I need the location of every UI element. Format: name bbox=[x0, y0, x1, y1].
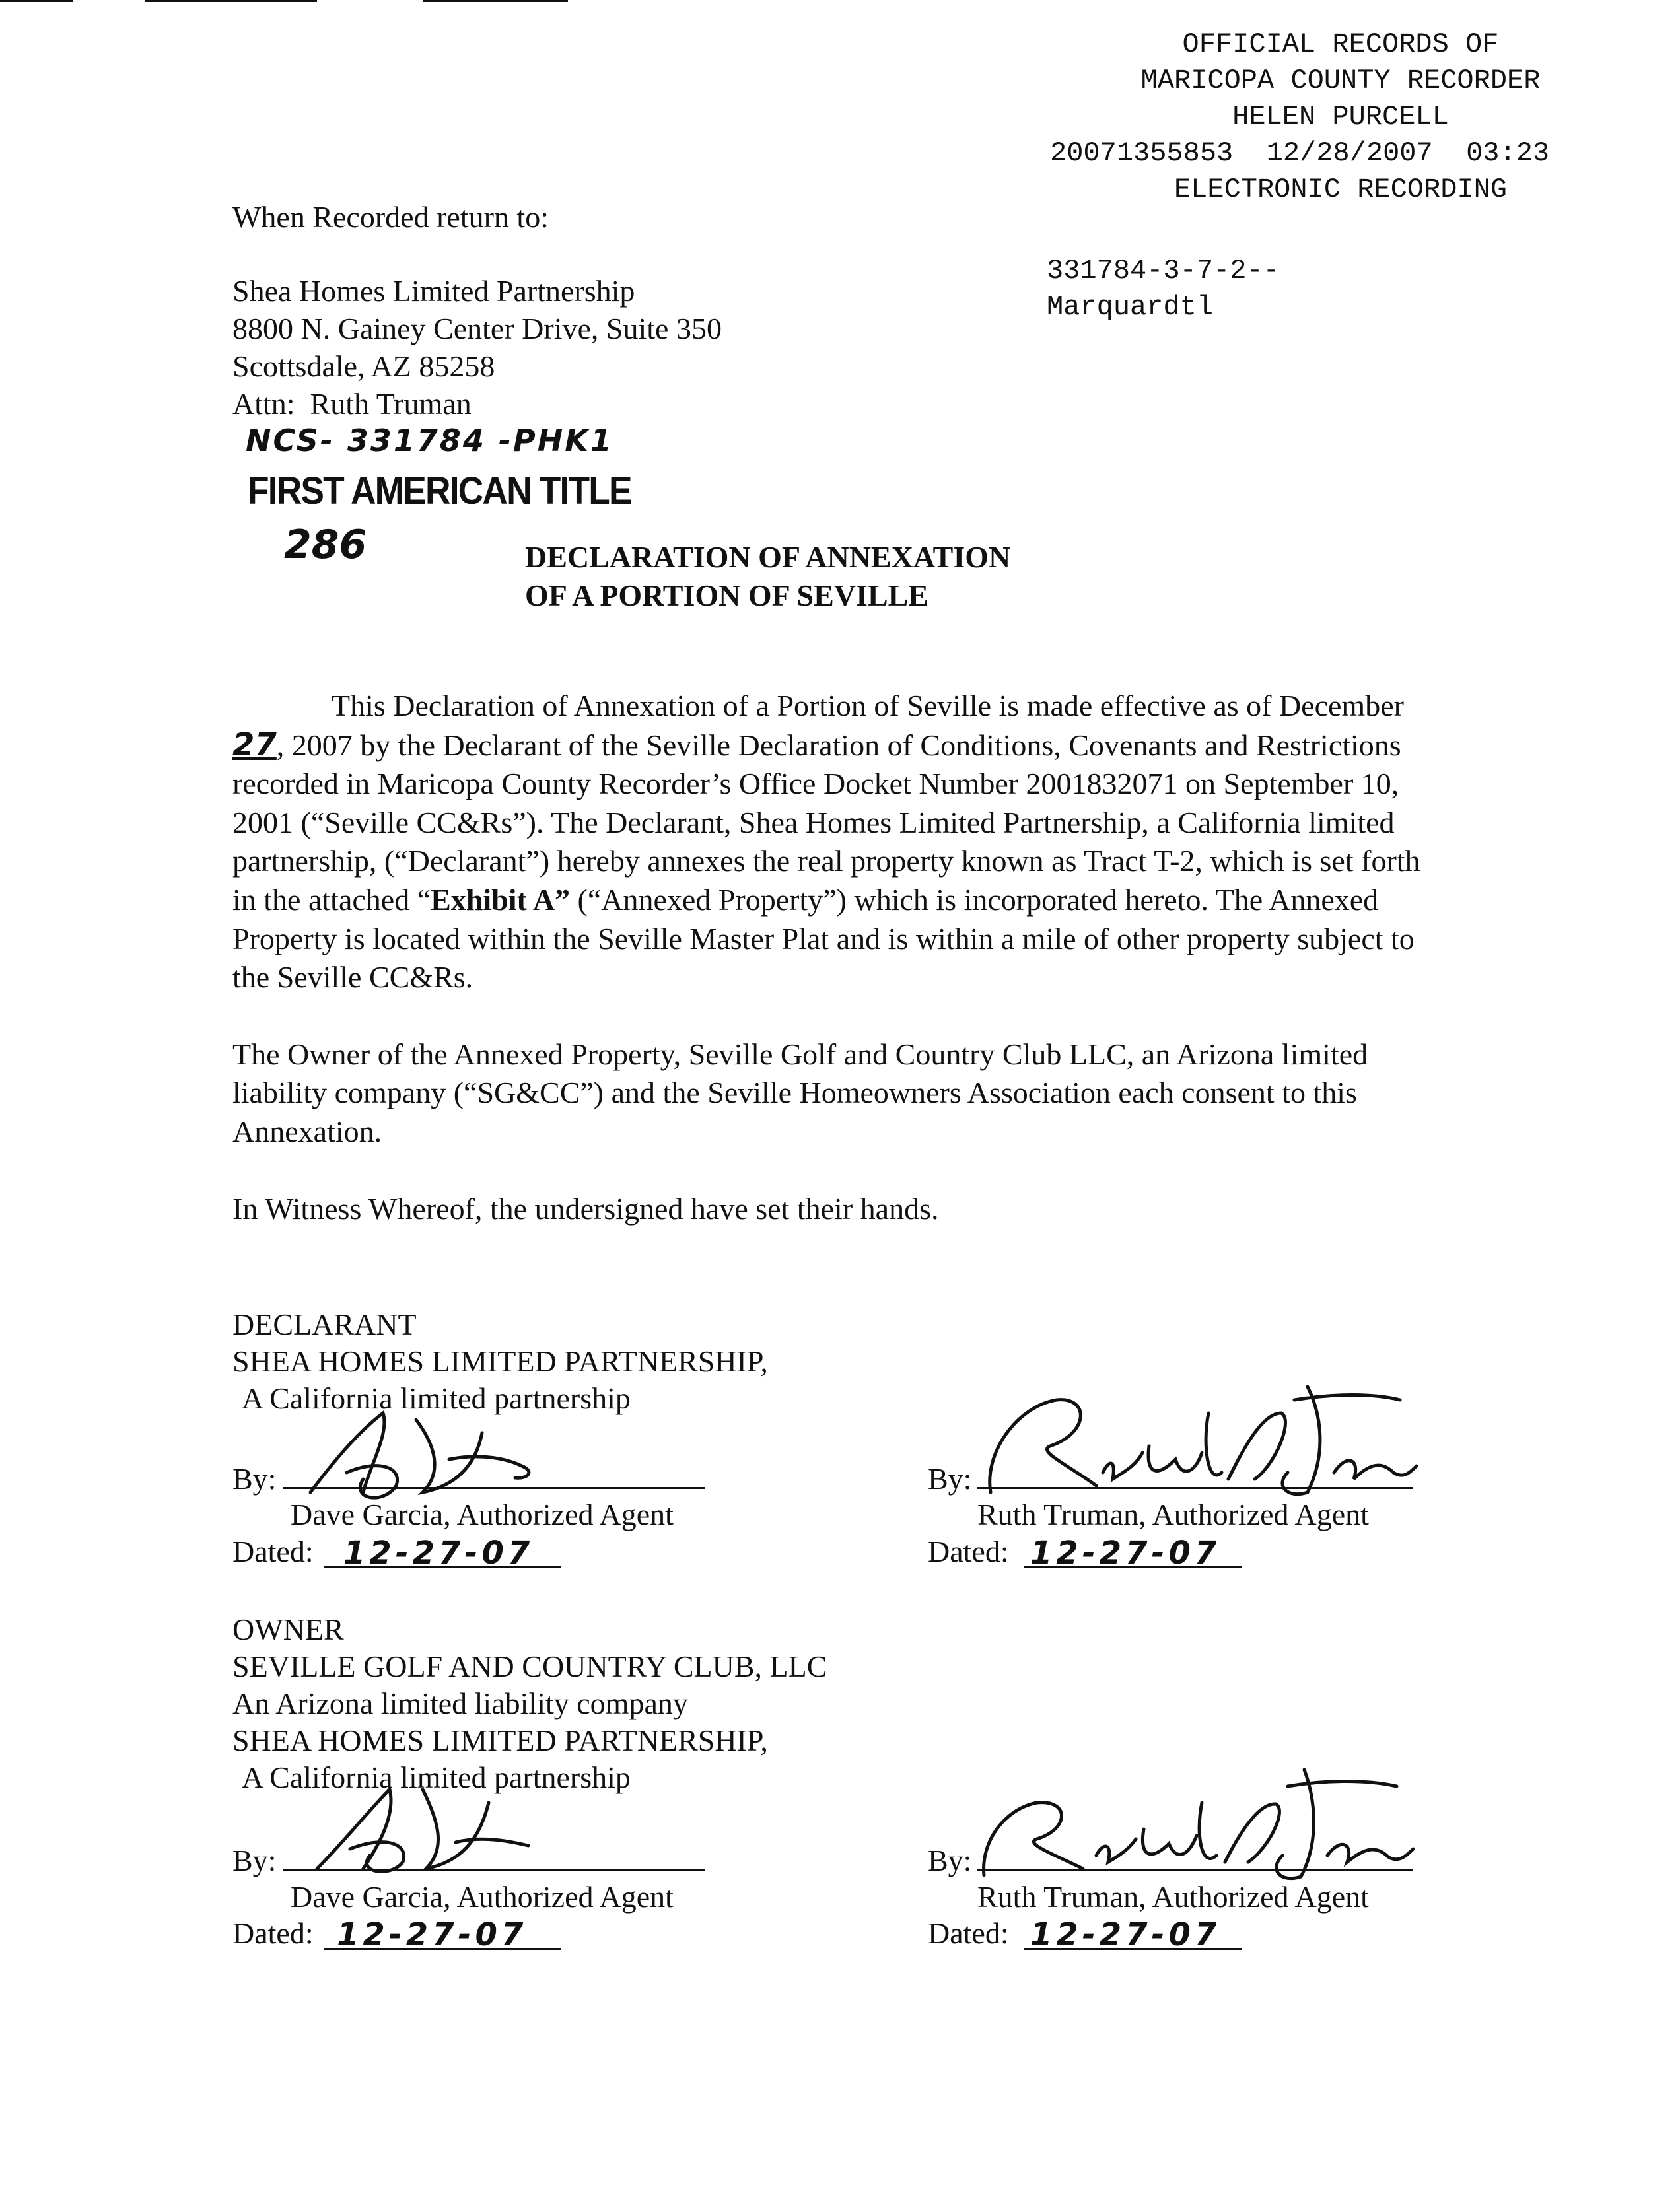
owner-role: OWNER bbox=[232, 1613, 344, 1646]
owner-entity: SEVILLE GOLF AND COUNTRY CLUB, LLC bbox=[232, 1649, 827, 1683]
owner-entity-2-type: A California limited partnership bbox=[242, 1760, 631, 1794]
para1-text-c: (“Annexed Property”) which is incorporated hereto. The Annexed Property is located within the Seville Master Plat and is within a mile of other property subject to the Seville CC&Rs. bbox=[232, 882, 1415, 994]
recorder-line-5: ELECTRONIC RECORDING bbox=[1173, 174, 1508, 205]
owner-right-by-label: By: bbox=[928, 1844, 972, 1877]
declarant-right-dated-label: Dated: bbox=[928, 1535, 1009, 1568]
exhibit-reference: Exhibit A” bbox=[431, 882, 571, 917]
ruth-truman-signature bbox=[977, 1373, 1426, 1506]
recorder-line-3: HELEN PURCELL bbox=[1232, 101, 1449, 133]
document-title-line-2: OF A PORTION OF SEVILLE bbox=[525, 578, 928, 612]
title-company-stamp: FIRST AMERICAN TITLE bbox=[248, 469, 631, 512]
order-info bbox=[1047, 253, 1280, 326]
declarant-dated-label: Dated: bbox=[232, 1535, 314, 1568]
operator-name: Marquardtl bbox=[1047, 291, 1214, 323]
scan-artifact bbox=[0, 0, 73, 2]
return-address-block bbox=[232, 272, 722, 423]
para1-text-b: , 2007 by the Declarant of the Seville Declaration of Conditions, Covenants and Restrictions recorded in Maricopa County Recorder’s Office Docket Number 2001832071 on September 10, 2001 (“Seville CC&Rs”). The Declarant, Shea Homes Limited Partnership, a California limited partnership, (“Declarant”) hereby annexes the real property known as Tract T-2, which is set forth in the attached “ bbox=[232, 728, 1420, 917]
handwritten-number: 286 bbox=[284, 522, 367, 568]
return-attn: Attn: Ruth Truman bbox=[232, 387, 472, 421]
return-name: Shea Homes Limited Partnership bbox=[232, 274, 635, 308]
recorder-line-1: OFFICIAL RECORDS OF bbox=[1182, 28, 1499, 60]
declarant-entity: SHEA HOMES LIMITED PARTNERSHIP, bbox=[232, 1344, 768, 1378]
owner-right-dated-label: Dated: bbox=[928, 1916, 1009, 1950]
declarant-entity-type: A California limited partnership bbox=[242, 1381, 631, 1415]
owner-date-value: 12-27-07 bbox=[337, 1916, 528, 1953]
owner-right-date-value: 12-27-07 bbox=[1030, 1916, 1221, 1953]
scan-artifact bbox=[145, 0, 317, 2]
order-number: 331784-3-7-2-- bbox=[1047, 255, 1280, 287]
owner-entity-type: An Arizona limited liability company bbox=[232, 1686, 688, 1720]
declarant-by-label: By: bbox=[232, 1462, 277, 1496]
declarant-right-signer-name: Ruth Truman, Authorized Agent bbox=[977, 1498, 1369, 1531]
para1-text-a: This Declaration of Annexation of a Portion of Seville is made effective as of December bbox=[332, 689, 1404, 722]
scan-artifact bbox=[423, 0, 568, 2]
return-heading: When Recorded return to: bbox=[232, 200, 549, 234]
recorder-line-2: MARICOPA COUNTY RECORDER bbox=[1140, 65, 1541, 96]
declarant-date-value: 12-27-07 bbox=[343, 1535, 534, 1572]
return-address-2: Scottsdale, AZ 85258 bbox=[232, 349, 495, 383]
owner-right-signer-name: Ruth Truman, Authorized Agent bbox=[977, 1880, 1369, 1914]
declarant-right-date-value: 12-27-07 bbox=[1030, 1535, 1221, 1572]
return-address-1: 8800 N. Gainey Center Drive, Suite 350 bbox=[232, 312, 722, 345]
document-title bbox=[525, 538, 1010, 615]
dave-garcia-signature-2 bbox=[291, 1770, 555, 1889]
paragraph-2: The Owner of the Annexed Property, Seville Golf and Country Club LLC, an Arizona limited liability company (“SG&CC”) and the Seville Homeowners Association each consent to this Annexation. bbox=[232, 1037, 1368, 1148]
document-body bbox=[232, 687, 1421, 1228]
handwritten-day: 27 bbox=[232, 726, 277, 763]
owner-dated-label: Dated: bbox=[232, 1916, 314, 1950]
declarant-right-by-label: By: bbox=[928, 1462, 972, 1496]
paragraph-3: In Witness Whereof, the undersigned have set their hands. bbox=[232, 1191, 939, 1226]
recorder-stamp bbox=[1043, 26, 1638, 208]
ruth-truman-signature-2 bbox=[971, 1756, 1420, 1889]
owner-signer-name: Dave Garcia, Authorized Agent bbox=[291, 1880, 674, 1914]
handwritten-reference: NCS- 331784 -PHK1 bbox=[246, 423, 613, 458]
document-title-line-1: DECLARATION OF ANNEXATION bbox=[525, 540, 1011, 574]
owner-block bbox=[232, 1611, 827, 1796]
owner-by-label: By: bbox=[232, 1844, 277, 1877]
recording-number-date: 20071355853 12/28/2007 03:23 bbox=[1050, 137, 1550, 169]
declarant-role: DECLARANT bbox=[232, 1307, 417, 1341]
declarant-signer-name: Dave Garcia, Authorized Agent bbox=[291, 1498, 674, 1531]
paragraph-1 bbox=[232, 687, 1421, 997]
owner-entity-2: SHEA HOMES LIMITED PARTNERSHIP, bbox=[232, 1723, 768, 1757]
